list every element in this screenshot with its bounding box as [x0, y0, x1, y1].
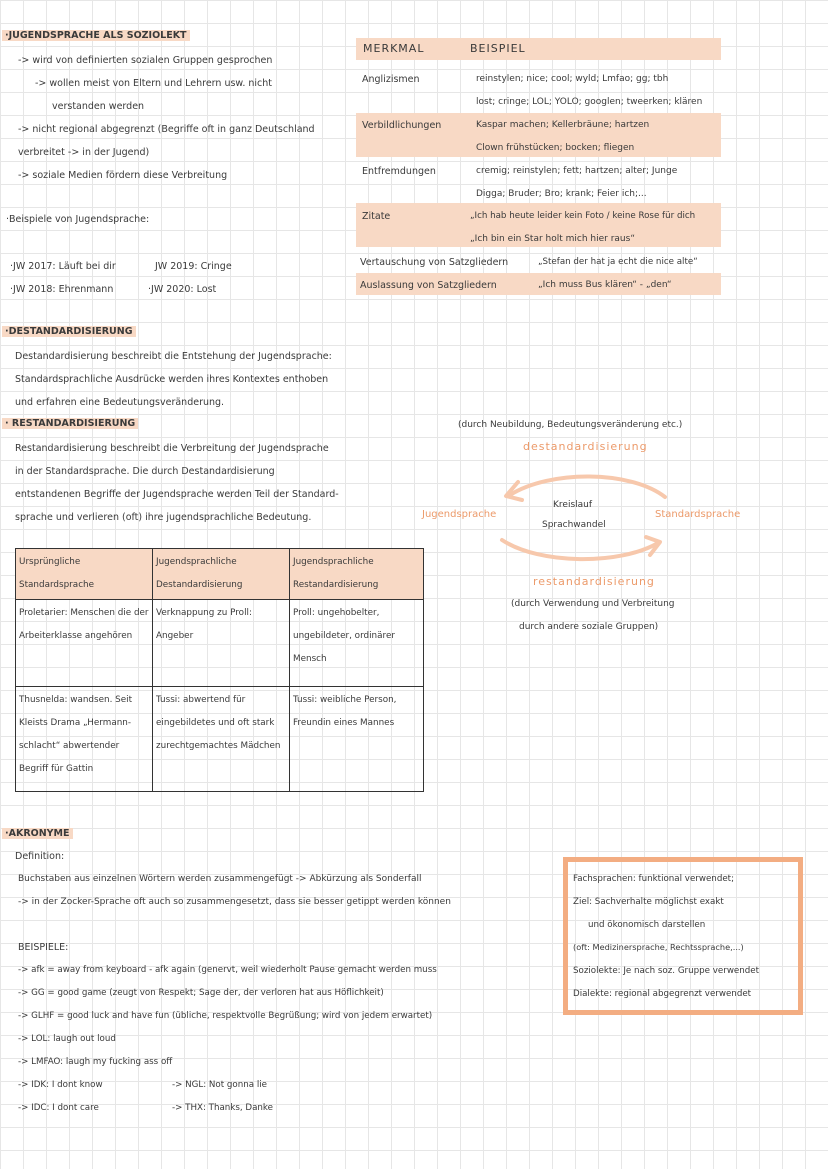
cycle-arrow-top	[510, 476, 665, 497]
table-header-cell: Ursprüngliche Standardsprache	[16, 549, 153, 600]
text-line: -> nicht regional abgegrenzt (Begriffe oft in ganz Deutschland	[18, 124, 315, 135]
acronym-item: -> afk = away from keyboard - afk again (genervt, weil wiederholt Pause gemacht werden muss	[18, 965, 437, 975]
table-header-cell: Jugendsprachliche Restandardisierung	[290, 549, 424, 600]
cycle-left-node: Jugendsprache	[422, 509, 497, 520]
cycle-right-node: Standardsprache	[655, 509, 741, 520]
text-line: Restandardisierung beschreibt die Verbreitung der Jugendsprache	[15, 443, 329, 454]
table-header-cell: Jugendsprachliche Destandardisierung	[153, 549, 290, 600]
heading-soziolekt: ·JUGENDSPRACHE ALS SOZIOLEKT	[2, 30, 190, 41]
cycle-bottom-label: restandardisierung	[533, 575, 655, 588]
acronym-item: -> GG = good game (zeugt von Respekt; Sage der, der verloren hat aus Höflichkeit)	[18, 988, 384, 998]
example-item: ·JW 2020: Lost	[148, 284, 217, 295]
table-cell: Thusnelda: wandsen. Seit Kleists Drama „Hermann-schlacht“ abwertender Begriff für Gattin	[16, 687, 153, 792]
merkmal-cell: Verbildlichungen	[362, 120, 442, 131]
beispiel-cell: „Ich hab heute leider kein Foto / keine Rose für dich	[470, 211, 696, 221]
beispiel-cell: reinstylen; nice; cool; wyld; Lmfao; gg; tbh	[476, 74, 669, 84]
cycle-top-note: (durch Neubildung, Bedeutungsveränderung etc.)	[458, 420, 683, 430]
acronym-item: -> IDC: I dont care	[18, 1103, 99, 1113]
text-line: verbreitet -> in der Jugend)	[18, 147, 150, 158]
merkmal-cell: Auslassung von Satzgliedern	[360, 280, 497, 291]
cycle-center-2: Sprachwandel	[542, 520, 606, 530]
merkmal-cell: Zitate	[362, 211, 391, 222]
heading-akronyme: ·AKRONYME	[2, 828, 73, 839]
example-item: ·JW 2017: Läuft bei dir	[10, 261, 116, 272]
info-line: und ökonomisch darstellen	[588, 920, 706, 930]
cycle-bottom-note: durch andere soziale Gruppen)	[519, 622, 659, 632]
cycle-arrows	[490, 465, 680, 575]
info-line: Dialekte: regional abgegrenzt verwendet	[573, 989, 752, 999]
table-cell: Proletarier: Menschen die der Arbeiterklasse angehören	[16, 600, 153, 687]
example-item: JW 2019: Cringe	[155, 261, 232, 272]
cycle-arrow-bottom	[502, 540, 658, 559]
cycle-center-1: Kreislauf	[553, 500, 593, 510]
definition-line: Buchstaben aus einzelnen Wörtern werden zusammengefügt -> Abkürzung als Sonderfall	[18, 874, 422, 884]
text-line: verstanden werden	[52, 101, 145, 112]
definition-line: -> in der Zocker-Sprache oft auch so zusammengesetzt, dass sie besser getippt werden können	[18, 897, 451, 907]
beispiel-cell: Digga; Bruder; Bro; krank; Feier ich;...	[476, 189, 647, 199]
beispiel-cell: Clown frühstücken; bocken; fliegen	[476, 143, 635, 153]
table-cell: Proll: ungehobelter, ungebildeter, ordinärer Mensch	[290, 600, 424, 687]
info-line: Fachsprachen: funktional verwendet;	[573, 874, 735, 884]
table-cell: Verknappung zu Proll: Angeber	[153, 600, 290, 687]
table-row	[16, 687, 424, 792]
comparison-table	[15, 548, 424, 792]
acronym-item: -> IDK: I dont know	[18, 1080, 103, 1090]
merkmal-cell: Vertauschung von Satzgliedern	[360, 257, 509, 268]
text-line: Standardsprachliche Ausdrücke werden ihres Kontextes enthoben	[15, 374, 329, 385]
info-line: Ziel: Sachverhalte möglichst exakt	[573, 897, 724, 907]
merkmal-col-header: MERKMAL	[363, 42, 425, 55]
acronym-item: -> THX: Thanks, Danke	[172, 1103, 273, 1113]
beispiel-cell: „Stefan der hat ja echt die nice alte“	[538, 257, 698, 267]
examples-label: ·Beispiele von Jugendsprache:	[6, 214, 150, 225]
heading-destandardisierung: ·DESTANDARDISIERUNG	[2, 326, 136, 337]
text-line: und erfahren eine Bedeutungsveränderung.	[15, 397, 225, 408]
info-line: Soziolekte: Je nach soz. Gruppe verwendet	[573, 966, 760, 976]
table-cell: Tussi: abwertend für eingebildetes und oft stark zurechtgemachtes Mädchen	[153, 687, 290, 792]
beispiel-cell: „Ich bin ein Star holt mich hier raus“	[470, 234, 635, 244]
beispiel-cell: Kaspar machen; Kellerbräune; hartzen	[476, 120, 650, 130]
beispiel-cell: lost; cringe; LOL; YOLO; googlen; tweerken; klären	[476, 97, 703, 107]
acronym-item: -> NGL: Not gonna lie	[172, 1080, 268, 1090]
table-row	[16, 600, 424, 687]
info-line: (oft: Medizinersprache, Rechtssprache,...)	[573, 942, 744, 952]
acronym-item: -> LOL: laugh out loud	[18, 1034, 116, 1044]
beispiel-cell: „Ich muss Bus klären“ - „den“	[538, 280, 672, 290]
cycle-bottom-note: (durch Verwendung und Verbreitung	[511, 599, 675, 609]
table-cell: Tussi: weibliche Person, Freundin eines Mannes	[290, 687, 424, 792]
text-line: sprache und verlieren (oft) ihre jugendsprachliche Bedeutung.	[15, 512, 312, 523]
merkmal-cell: Entfremdungen	[362, 166, 436, 177]
acronym-item: -> GLHF = good luck and have fun (übliche, respektvolle Begrüßung; wird von jedem erwartet)	[18, 1011, 433, 1021]
text-line: -> wollen meist von Eltern und Lehrern usw. nicht	[35, 78, 272, 89]
text-line: -> soziale Medien fördern diese Verbreitung	[18, 170, 228, 181]
text-line: Destandardisierung beschreibt die Entstehung der Jugendsprache:	[15, 351, 332, 362]
acronym-item: -> LMFAO: laugh my fucking ass off	[18, 1057, 173, 1067]
beispiel-cell: cremig; reinstylen; fett; hartzen; alter; Junge	[476, 166, 678, 176]
beispiele-label: BEISPIELE:	[18, 942, 69, 953]
example-item: ·JW 2018: Ehrenmann	[10, 284, 114, 295]
heading-restandardisierung: · RESTANDARDISIERUNG	[2, 418, 138, 429]
text-line: entstandenen Begriffe der Jugendsprache werden Teil der Standard-	[15, 489, 339, 500]
table-header-row	[16, 549, 424, 600]
merkmal-cell: Anglizismen	[362, 74, 420, 85]
definition-label: Definition:	[15, 851, 65, 862]
beispiel-col-header: BEISPIEL	[470, 42, 526, 55]
cycle-top-label: destandardisierung	[523, 440, 648, 453]
text-line: in der Standardsprache. Die durch Destandardisierung	[15, 466, 275, 477]
text-line: -> wird von definierten sozialen Gruppen gesprochen	[18, 55, 273, 66]
